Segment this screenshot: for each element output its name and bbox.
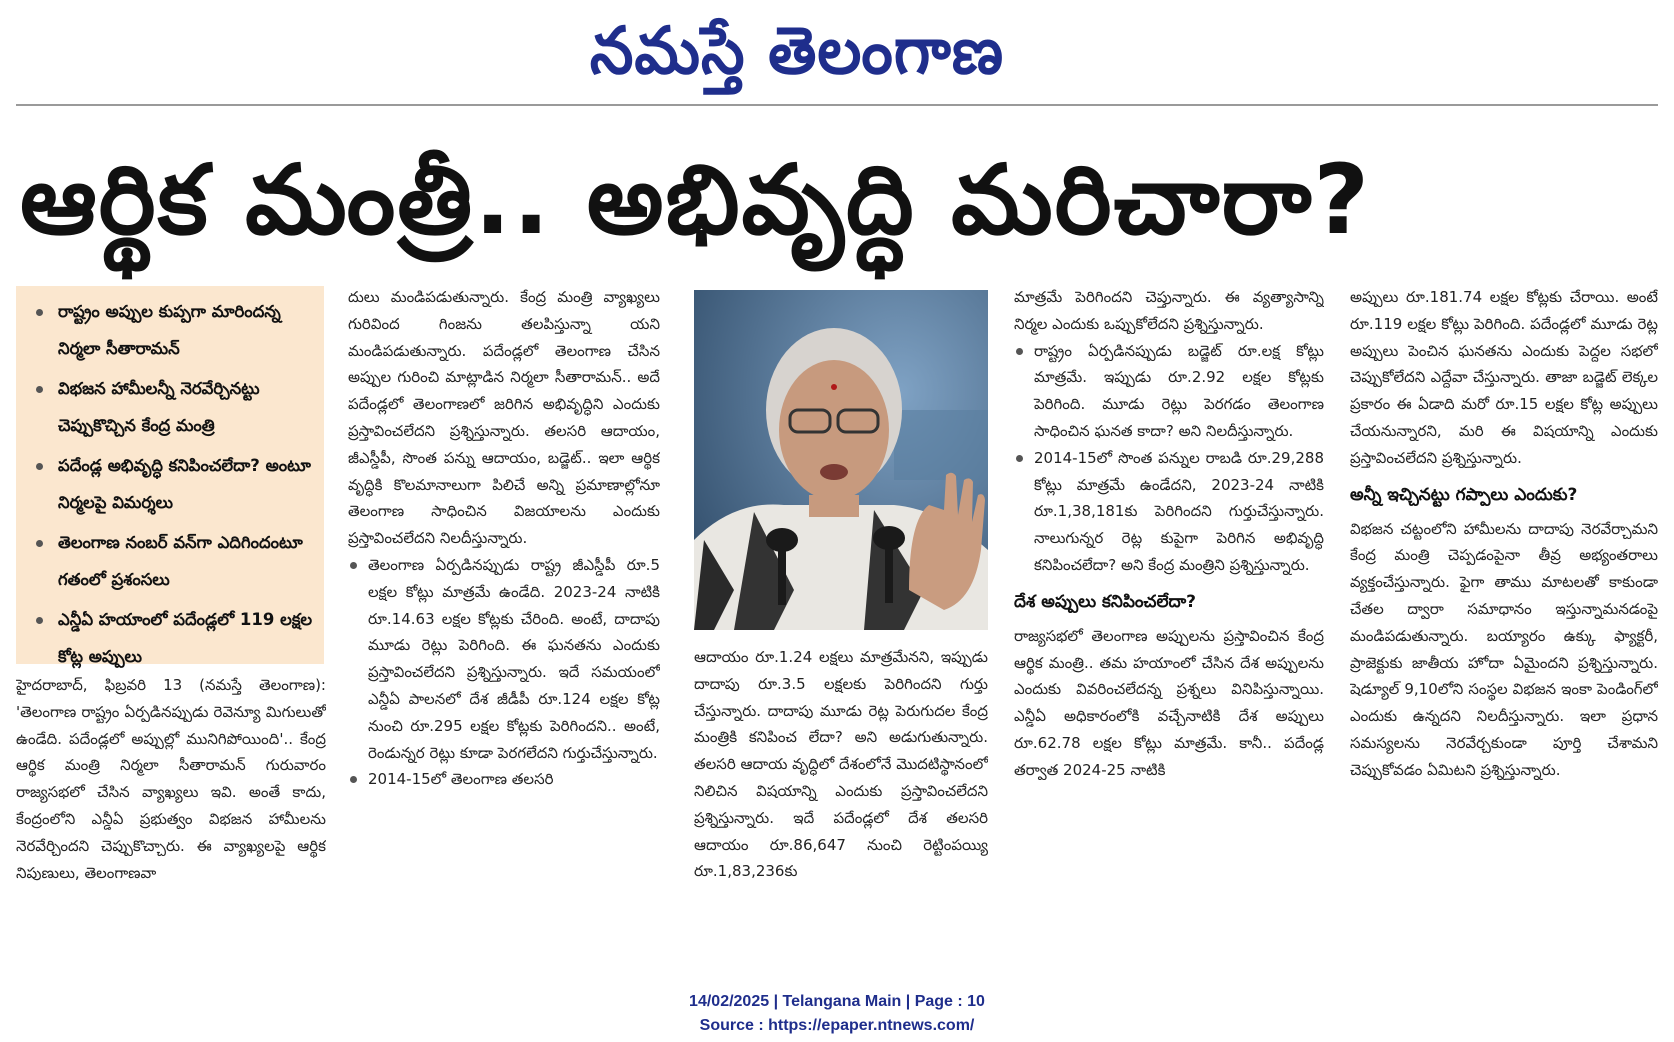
- masthead-divider: [16, 104, 1658, 106]
- section-subheading: దేశ అప్పులు కనిపించలేదా?: [1014, 591, 1197, 612]
- article-paragraph: అప్పులు రూ.181.74 లక్షల కోట్లకు చేరాయి. అంటే రూ.119 లక్షల కోట్లు పెరిగింది. పదేండ్లలో మూడు రెట్ల అప్పులు పెంచిన ఘనతను ఎందుకు పెద్దల సభలో చెప్పుకోలేదని ఎద్దేవా చేస్తున్నారు. తాజా బడ్జెట్ లెక్కల ప్రకారం ఈ ఏడాది మరో రూ.15 లక్షల కోట్ల అప్పులు చేయనున్నారని, మరి ఈ విషయాన్ని ఎందుకు ప్రస్తావించలేదని ప్రశ్నిస్తున్నారు.: [1350, 288, 1658, 467]
- article-column-2: [348, 284, 660, 932]
- article-paragraph: ఆదాయం రూ.1.24 లక్షలు మాత్రమేనని, ఇప్పుడు దాదాపు రూ.3.5 లక్షలకు పెరిగిందని గుర్తు చేస్తున్నారు. దాదాపు మూడు రెట్ల పెరుగుదల కేంద్ర మంత్రికి కనిపించ లేదా? అని అడుగుతున్నారు. తలసరి ఆదాయ వృద్ధిలో దేశంలోనే మొదటిస్థానంలో నిలిచిన విషయాన్ని ఎందుకు ప్రస్తావించలేదని ప్రశ్నిస్తున్నారు. ఇదే పదేండ్లలో దేశ తలసరి ఆదాయం రూ.86,647 నుంచి రెట్టింపయ్యి రూ.1,83,236కు: [694, 648, 988, 881]
- article-paragraph: విభజన చట్టంలోని హామీలను దాదాపు నెరవేర్చామని కేంద్ర మంత్రి చెప్పడంపైనా తీవ్ర అభ్యంతరాలు వ్యక్తంచేస్తున్నారు. ఫైగా తాము మాటలతో కాకుండా చేతల ద్వారా సమాధానం ఇస్తున్నామనడంపై మండిపడుతున్నారు. బయ్యారం ఉక్కు ఫ్యాక్టరీ, ప్రాజెక్టుకు జాతీయ హోదా ఏమైందని ప్రశ్నిస్తున్నారు. షెడ్యూల్ 9,10లోని సంస్థల విభజన ఇంకా పెండింగ్‌లో ఎందుకు ఉన్నదని నిలదీస్తున్నారు. ఇలా ప్రధాన సమస్యలను నెరవేర్చకుండా పూర్తి చేశామని చెప్పుకోవడం ఏమిటని ప్రశ్నిస్తున్నారు.: [1350, 519, 1658, 779]
- article-column-1: [16, 672, 326, 932]
- bullet-paragraph: తెలంగాణ ఏర్పడినప్పుడు రాష్ట్ర జీఎస్డీపీ రూ.5 లక్షల కోట్లు మాత్రమే ఉండేది. 2023-24 నాటికి రూ.14.63 లక్షల కోట్లకు చేరింది. అంటే, దాదాపు మూడు రెట్లు పెరిగింది. ఈ ఘనతను ఎందుకు ప్రస్తావించలేదని ప్రశ్నిస్తున్నారు. ఇదే సమయంలో ఎన్డీఏ పాలనలో దేశ జీడీపీ రూ.124 లక్షల కోట్ల నుంచి రూ.295 లక్షల కోట్లకు పెరిగిందని.. అంటే, రెండున్నర రెట్లు కూడా పెరగలేదని గుర్తుచేస్తున్నారు.: [348, 552, 660, 766]
- page-footer: [0, 990, 1674, 1038]
- article-headline: ఆర్థిక మంత్రీ.. అభివృద్ధి మరిచారా?: [20, 144, 1372, 256]
- edition-info: 14/02/2025 | Telangana Main | Page : 10: [689, 993, 985, 1010]
- article-column-4: [1014, 284, 1324, 932]
- article-column-3: [694, 644, 988, 932]
- article-column-5: [1350, 284, 1658, 932]
- highlights-box: [16, 286, 324, 664]
- bullet-paragraph: 2014-15లో తెలంగాణ తలసరి: [348, 766, 660, 793]
- finance-minister-photo: [694, 290, 988, 630]
- masthead: [0, 6, 1674, 96]
- article-paragraph: రాజ్యసభలో తెలంగాణ అప్పులను ప్రస్తావించిన కేంద్ర ఆర్థిక మంత్రి.. తమ హయాంలో చేసిన దేశ అప్పులను ఎందుకు వివరించలేదన్న ప్రశ్నలు వినిపిస్తున్నాయి. ఎన్డీఏ అధికారంలోకి వచ్చేనాటికి దేశ అప్పులు రూ.62.78 లక్షల కోట్లు మాత్రమే. కానీ.. పదేండ్ల తర్వాత 2024-25 నాటికి: [1014, 626, 1324, 779]
- article-paragraph: హైదరాబాద్, ఫిబ్రవరి 13 (నమస్తే తెలంగాణ): 'తెలంగాణ రాష్ట్రం ఏర్పడినప్పుడు రెవెన్యూ మిగులుతో ఉండేది. పదేండ్లలో అప్పుల్లో మునిగిపోయింది'.. కేంద్ర ఆర్థిక మంత్రి నిర్మలా సీతారామన్ గురువారం రాజ్యసభలో చేసిన వ్యాఖ్యలు ఇవి. అంతే కాదు, కేంద్రంలోని ఎన్డీఏ ప్రభుత్వం విభజన హామీలను నెరవేర్చిందని చెప్పుకొచ్చారు. ఈ వ్యాఖ్యలపై ఆర్థిక నిపుణులు, తెలంగాణవా: [16, 676, 326, 882]
- article-paragraph: మాత్రమే పెరిగిందని చెప్తున్నారు. ఈ వ్యత్యాసాన్ని నిర్మల ఎందుకు ఒప్పుకోలేదని ప్రశ్నిస్తున్నారు.: [1014, 288, 1324, 333]
- highlight-item: తెలంగాణ నంబర్ వన్‌గా ఎదిగిందంటూ గతంలో ప్రశంసలు: [34, 525, 314, 598]
- highlight-item: పదేండ్ల అభివృద్ధి కనిపించలేదా? అంటూ నిర్మలపై విమర్శలు: [34, 448, 314, 521]
- article-paragraph: దులు మండిపడుతున్నారు. కేంద్ర మంత్రి వ్యాఖ్యలు గురివింద గింజను తలపిస్తున్నా యని మండిపడుతున్నారు. పదేండ్లలో తెలంగాణ చేసిన అప్పుల గురించి మాట్లాడిన నిర్మలా సీతారామన్.. అదే పదేండ్లలో తెలంగాణలో జరిగిన అభివృద్ధిని ఎందుకు ప్రస్తావించలేదని ప్రశ్నిస్తున్నారు. తలసరి ఆదాయం, జీఎస్డీపీ, సొంత పన్ను ఆదాయం, బడ్జెట్.. ఇలా ఆర్థిక వృద్ధికి కొలమానాలుగా పిలిచే అన్ని ప్రమాణాల్లోనూ తెలంగాణ సాధించిన విజయాలను ఎందుకు ప్రస్తావించలేదని నిలదీస్తున్నారు.: [348, 288, 660, 548]
- newspaper-logo: నమస్తే తెలంగాణ: [589, 12, 1005, 89]
- highlight-item: రాష్ట్రం అప్పుల కుప్పగా మారిందన్న నిర్మలా సీతారామన్: [34, 294, 314, 367]
- section-subheading: అన్నీ ఇచ్చినట్టు గప్పాలు ఎందుకు?: [1350, 484, 1578, 505]
- highlight-item: ఎన్డీఏ హయాంలో పదేండ్లలో 119 లక్షల కోట్ల అప్పులు: [34, 602, 314, 675]
- source-link[interactable]: Source : https://epaper.ntnews.com/: [699, 1017, 975, 1034]
- bullet-paragraph: రాష్ట్రం ఏర్పడినప్పుడు బడ్జెట్ రూ.లక్ష కోట్లు మాత్రమే. ఇప్పుడు రూ.2.92 లక్షల కోట్లకు పెరిగింది. మూడు రెట్లు పెరగడం తెలంగాణ సాధించిన ఘనత కాదా? అని నిలదీస్తున్నారు.: [1014, 338, 1324, 445]
- portrait-illustration: [694, 290, 988, 630]
- bullet-paragraph: 2014-15లో సొంత పన్నుల రాబడి రూ.29,288 కోట్లు మాత్రమే ఉండేదని, 2023-24 నాటికి రూ.1,38,181కు పెరిగిందని గుర్తుచేస్తున్నారు. నాలుగున్నర రెట్ల కుపైగా పెరిగిన అభివృద్ధి కనిపించలేదా? అని కేంద్ర మంత్రిని ప్రశ్నిస్తున్నారు.: [1014, 445, 1324, 579]
- highlight-item: విభజన హామీలన్నీ నెరవేర్చినట్టు చెప్పుకొచ్చిన కేంద్ర మంత్రి: [34, 371, 314, 444]
